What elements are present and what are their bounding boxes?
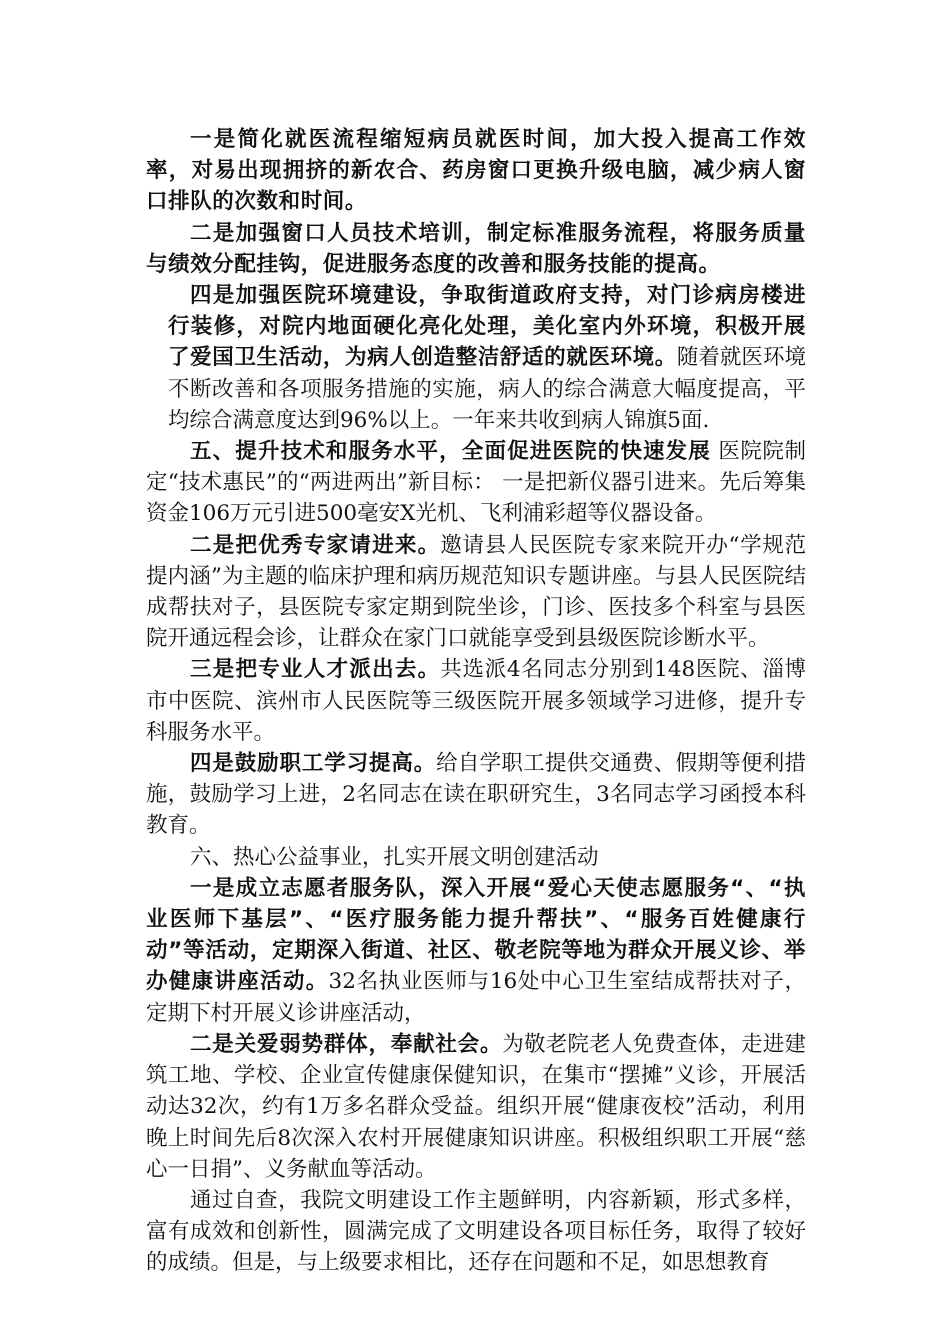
paragraph-bold-text: 四是加强医院环境建设，争取街道政府支持，对门诊病房楼进行装修，对院内地面硬化亮化处理，美化室内外环境，积极开展了爱国卫生活动，为病人创造整洁舒适的就医环境。 [168, 283, 806, 371]
paragraph-bold-text: 四是鼓励职工学习提高。 [190, 751, 437, 777]
paragraph-staff-study [146, 748, 806, 842]
paragraph-volunteers [146, 873, 806, 1029]
paragraph-bold-text: 二是把优秀专家请进来。 [190, 532, 441, 558]
paragraph-simplify-process [146, 124, 806, 218]
paragraph-bold-text: 一是成立志愿者服务队，深入开展“爱心天使志愿服务“、“执业医师下基层”、“医疗服务能力提升帮扶”、“服务百姓健康行动”等活动，定期深入街道、社区、敬老院等地为群众开展义诊、举办健康讲座活动。 [146, 875, 806, 995]
document-body [146, 124, 806, 1276]
paragraph-section-six [146, 842, 806, 873]
paragraph-talent-dispatch [146, 654, 806, 748]
paragraph-bold-text: 二是加强窗口人员技术培训，制定标准服务流程，将服务质量与绩效分配挂钩，促进服务态度的改善和服务技能的提高。 [146, 220, 806, 277]
paragraph-normal-text: 邀请县人民医院专家来院开办“学规范提内涵”为主题的临床护理和病历规范知识专题讲座。与县人民医院结成帮扶对子，县医院专家定期到院坐诊，门诊、医技多个科室与县医院开通远程会诊，让群众在家门口就能享受到县级医院诊断水平。 [146, 532, 806, 652]
paragraph-bold-text: 二是关爱弱势群体，奉献社会。 [190, 1031, 503, 1057]
section-heading-text: 六、热心公益事业，扎实开展文明创建活动 [190, 844, 599, 870]
section-heading-text: 五、提升技术和服务水平，全面促进医院的快速发展 [190, 439, 711, 465]
paragraph-experts [146, 530, 806, 655]
paragraph-environment [146, 280, 806, 436]
paragraph-normal-text: 32名执业医师与16处中心卫生室结成帮扶对子，定期下村开展义诊讲座活动， [146, 969, 806, 1026]
paragraph-section-five [146, 436, 806, 530]
paragraph-normal-text: 通过自查，我院文明建设工作主题鲜明，内容新颖，形式多样，富有成效和创新性，圆满完成了文明建设各项目标任务，取得了较好的成绩。但是，与上级要求相比，还存在问题和不足，如思想教育 [146, 1187, 806, 1276]
paragraph-normal-text: 共选派4名同志分别到148医院、淄博市中医院、滨州市人民医院等三级医院开展多领域学习进修，提升专科服务水平。 [146, 657, 806, 745]
paragraph-window-training [146, 218, 806, 280]
paragraph-normal-text: 随着就医环境不断改善和各项服务措施的实施，病人的综合满意大幅度提高，平均综合满意度达到96%以上。一年来共收到病人锦旗5面. [168, 345, 806, 433]
paragraph-normal-text: 医院院制定“技术惠民”的“两进两出”新目标： 一是把新仪器引进来。先后筹集资金106万元引进500毫安X光机、飞利浦彩超等仪器设备。 [146, 439, 806, 527]
paragraph-normal-text: 为敬老院老人免费查体，走进建筑工地、学校、企业宣传健康保健知识，在集市“摆摊”义诊，开展活动达32次，约有1万多名群众受益。组织开展“健康夜校”活动，利用晚上时间先后8次深入农村开展健康知识讲座。积极组织职工开展“慈心一日捐”、义务献血等活动。 [146, 1031, 806, 1182]
paragraph-normal-text: 给自学职工提供交通费、假期等便利措施，鼓励学习上进，2名同志在读在职研究生，3名同志学习函授本科教育。 [146, 751, 806, 839]
paragraph-vulnerable-groups [146, 1029, 806, 1185]
paragraph-bold-text: 一是简化就医流程缩短病员就医时间，加大投入提高工作效率，对易出现拥挤的新农合、药房窗口更换升级电脑，减少病人窗口排队的次数和时间。 [146, 127, 806, 215]
paragraph-bold-text: 三是把专业人才派出去。 [190, 657, 441, 683]
paragraph-self-inspection [146, 1185, 806, 1279]
